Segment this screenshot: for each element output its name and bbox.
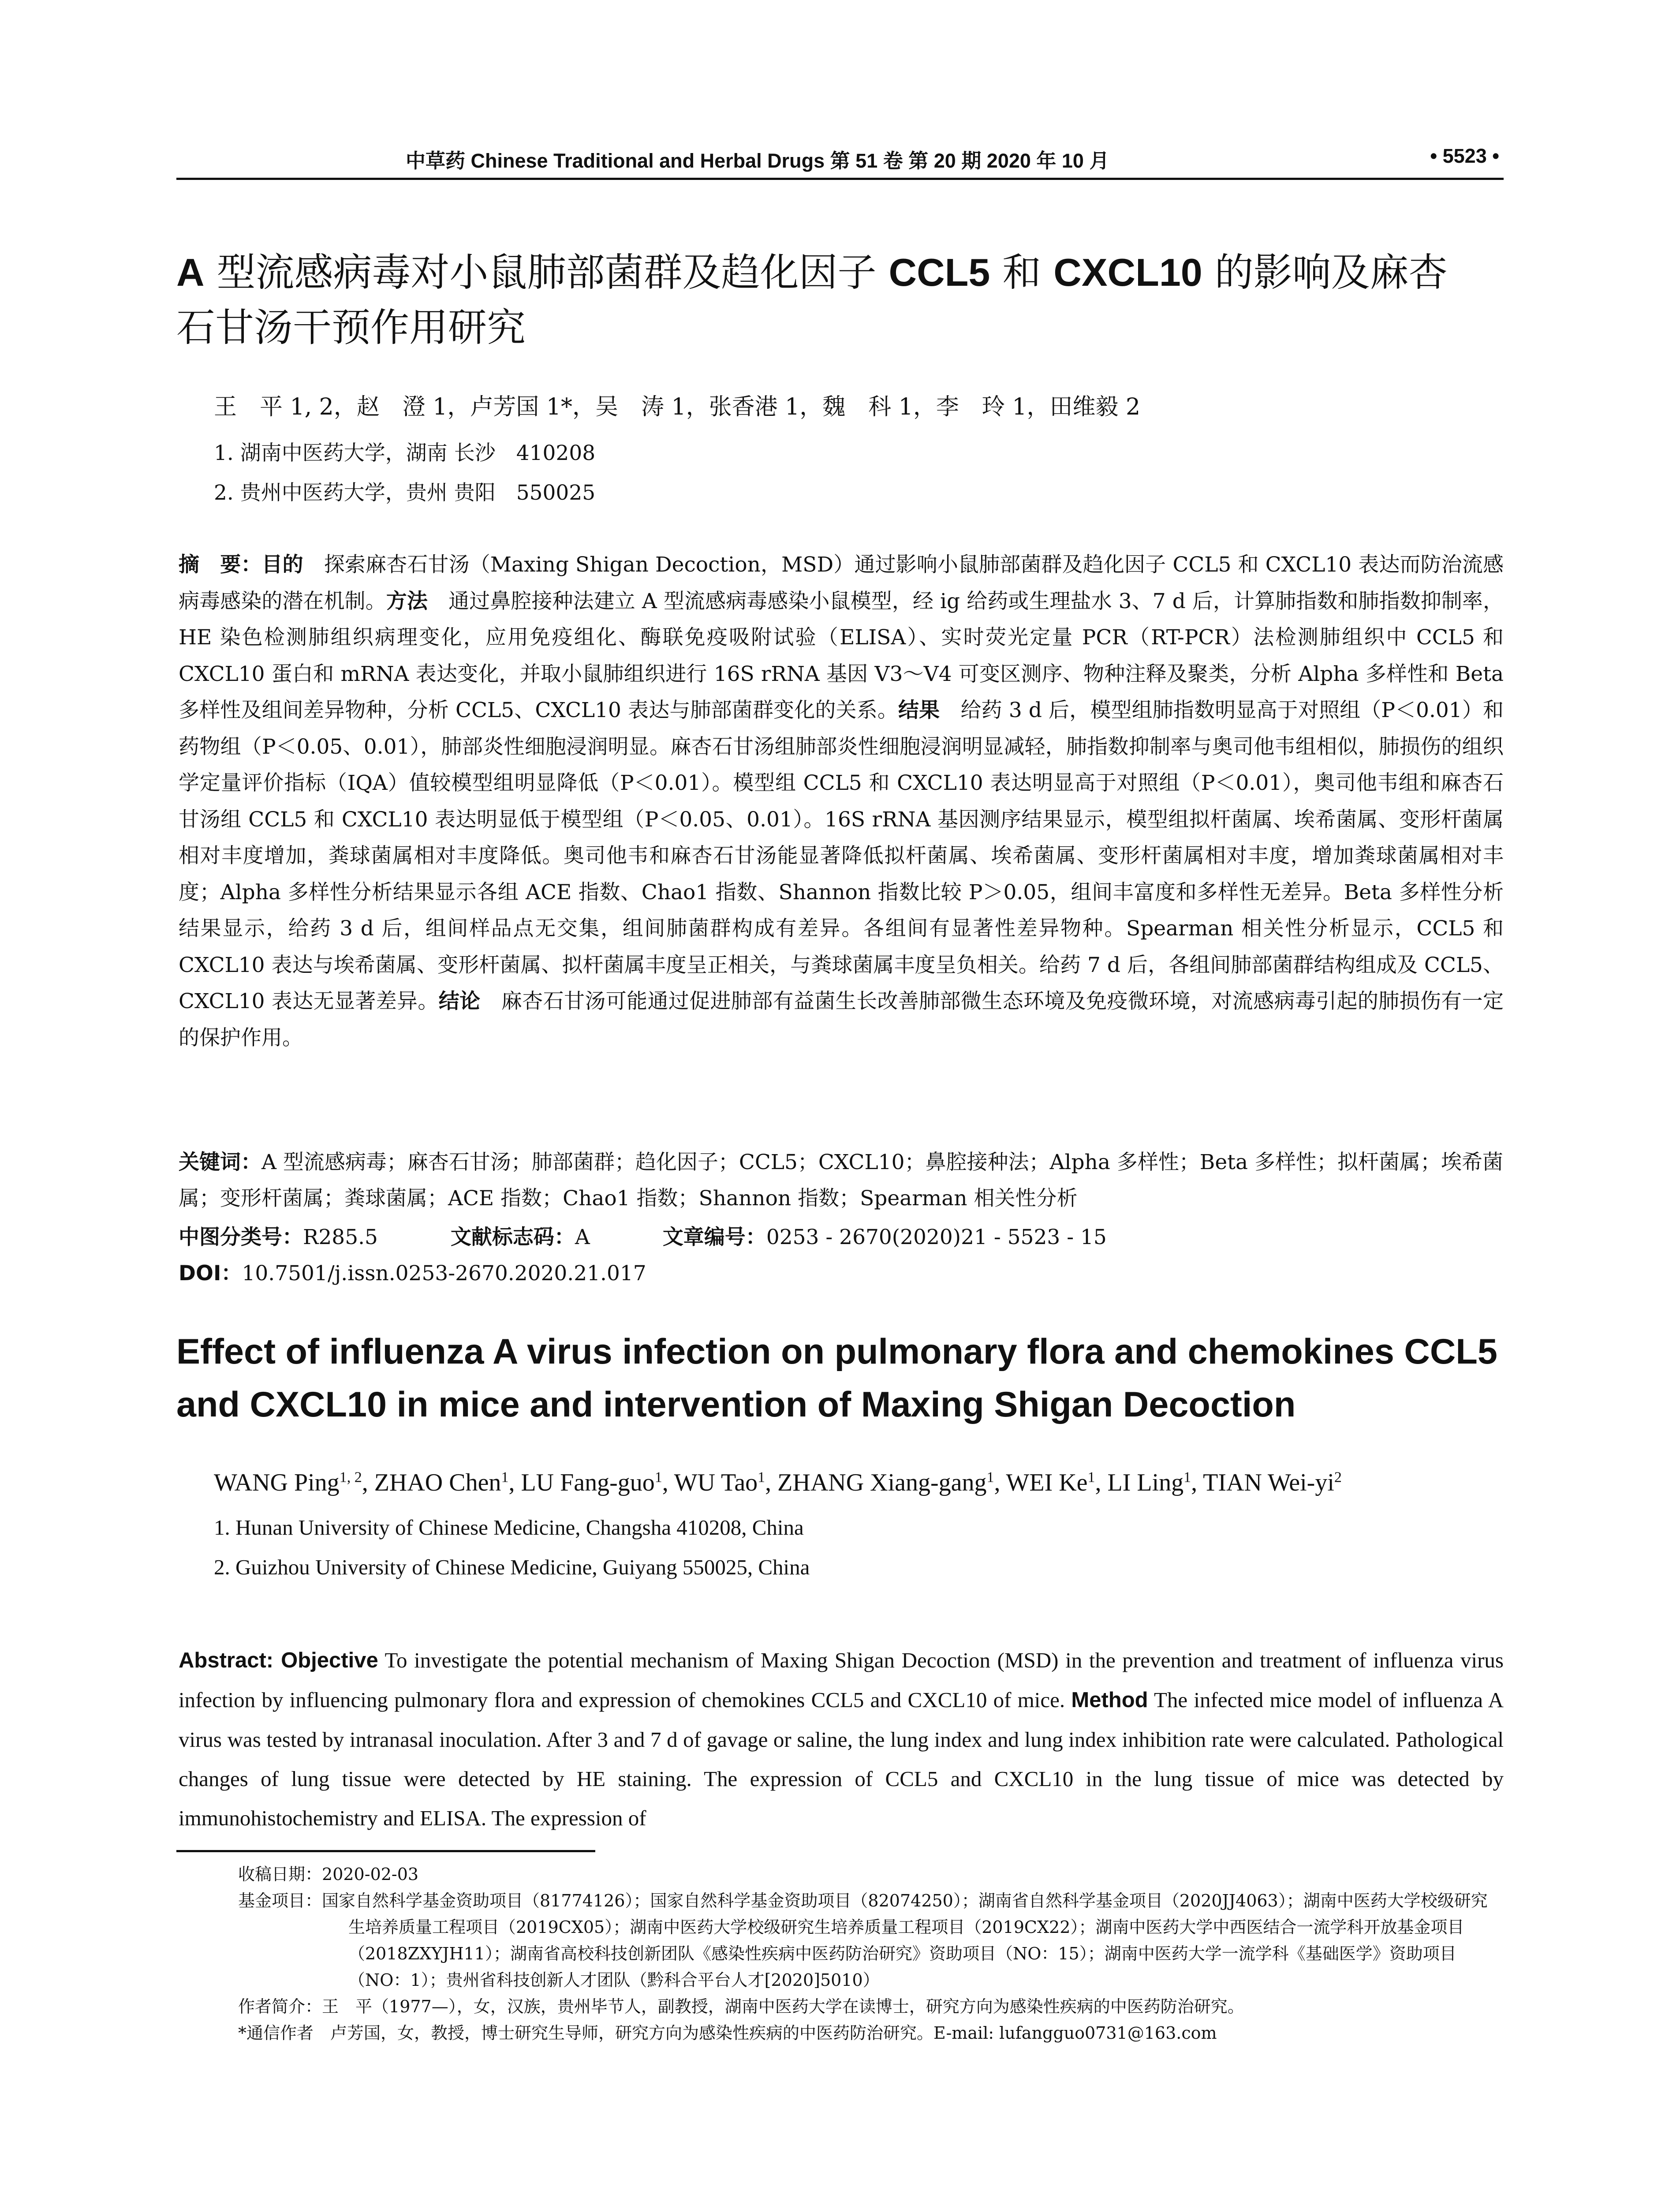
author-en-name: WEI Ke: [1006, 1469, 1088, 1496]
footnote-received: [238, 1861, 1504, 1887]
method-text: 通过鼻腔接种法建立 A 型流感病毒感染小鼠模型，经 ig 给药或生理盐水 3、7 d 后，计算肺指数和肺指数抑制率，HE 染色检测肺组织病理变化，应用免疫组化、酶联免疫吸附试验（ELISA）、实时荧光定量 PCR（RT-PCR）法检测肺组织中 CCL5 和 CXCL10 蛋白和 mRNA 表达变化，并取小鼠肺组织进行 16S rRNA 基因 V3～V4 可变区测序、物种注释及聚类，分析 Alpha 多样性和 Beta 多样性及组间差异物种，分析 CCL5、CXCL10 表达与肺部菌群变化的关系。: [179, 589, 1504, 722]
method-en-label: Method: [1071, 1688, 1148, 1712]
author-en-name: LI Ling: [1107, 1469, 1184, 1496]
conclusion-label: 结论: [438, 989, 481, 1013]
objective-en-text: To investigate the potential mechanism of Maxing Shigan Decoction (MSD) in the prevention and treatment of influenza virus infection by influencing pulmonary flora and expression of chemokines CCL5 and CXCL10 of mice.: [179, 1648, 1504, 1712]
objective-text: 探索麻杏石甘汤（Maxing Shigan Decoction，MSD）通过影响小鼠肺部菌群及趋化因子 CCL5 和 CXCL10 表达而防治流感病毒感染的潜在机制。: [179, 553, 1504, 613]
title-cn-part: CXCL10: [1053, 250, 1202, 294]
author-en-affil-marker: 1: [501, 1469, 509, 1486]
doi-value[interactable]: 10.7501/j.issn.0253-2670.2020.21.017: [242, 1261, 646, 1286]
title-cn-part: 的影响及麻杏: [1202, 250, 1448, 295]
author-en-name: WANG Ping: [214, 1469, 340, 1496]
title-cn-part: 和: [990, 250, 1054, 295]
results-label: 结果: [898, 698, 940, 722]
corresponding-label: *通信作者: [238, 2023, 314, 2043]
affiliation-en-1: 1. Hunan University of Chinese Medicine, Changsha 410208, China: [214, 1515, 804, 1540]
abstract-en-label: Abstract: Objective: [179, 1648, 378, 1672]
doccode-value: A: [575, 1225, 590, 1249]
affiliation-cn-2: 2. 贵州中医药大学，贵州 贵阳 550025: [214, 481, 596, 505]
author-en-name: TIAN Wei-yi: [1203, 1469, 1334, 1496]
authors-chinese: 王 平 1, 2，赵 澄 1，卢芳国 1*，吴 涛 1，张香港 1，魏 科 1，李 玲 1，田维毅 2: [214, 394, 1141, 420]
title-chinese: [176, 245, 1504, 355]
author-en-affil-marker: 1: [1087, 1469, 1095, 1486]
header-rule: [176, 178, 1504, 180]
author-en-affil-marker: 1: [654, 1469, 662, 1486]
page-number: • 5523 •: [1430, 145, 1499, 167]
author-en-affil-marker: 1: [758, 1469, 765, 1486]
fund-value: 国家自然科学基金资助项目（81774126）；国家自然科学基金资助项目（82074250）；湖南省自然科学基金项目（2020JJ4063）；湖南中医药大学校级研究生培养质量工程项目（2019CX05）；湖南中医药大学校级研究生培养质量工程项目（2019CX22）；湖南中医药大学中西医结合一流学科开放基金项目（2018ZXYJH11）；湖南省高校科技创新团队《感染性疾病中医药防治研究》资助项目（NO：15）；湖南中医药大学一流学科《基础医学》资助项目（NO：1）；贵州省科技创新人才团队（黔科合平台人才[2020]5010）: [322, 1891, 1488, 1990]
keywords-chinese: [179, 1144, 1504, 1217]
author-bio-label: 作者简介：: [238, 1997, 322, 2016]
article-metadata: [179, 1219, 1504, 1292]
title-english: [176, 1325, 1504, 1431]
author-en-name: ZHANG Xiang-gang: [777, 1469, 987, 1496]
authors-english: WANG Ping$^{1, 2}$, ZHAO Chen$^1$, LU Fang-guo$^1$, WU Tao$^1$, ZHANG Xiang-gang$^1$, WEI Ke$^1$, LI Ling$^1$, TIAN Wei-$yi^2$: [214, 1469, 1342, 1496]
objective-label: 目的: [261, 553, 303, 577]
title-en-line1: Effect of influenza A virus infection on pulmonary flora and chemokines CCL5: [176, 1332, 1497, 1372]
title-cn-line2: 石甘汤干预作用研究: [176, 305, 526, 350]
title-cn-part: A: [176, 250, 205, 294]
received-value: 2020-02-03: [322, 1865, 419, 1884]
author-en-name: LU Fang-guo: [521, 1469, 655, 1496]
affiliation-en-2: 2. Guizhou University of Chinese Medicine, Guiyang 550025, China: [214, 1555, 810, 1579]
author-en-affil-marker: 1: [1183, 1469, 1191, 1486]
doccode-label: 文献标志码：: [450, 1225, 575, 1249]
keywords-label: 关键词：: [179, 1150, 261, 1174]
author-en-name: WU Tao: [674, 1469, 758, 1496]
method-en-text: The infected mice model of influenza A virus was tested by intranasal inoculation. After 3 and 7 d of gavage or saline, the lung index and lung index inhibition rate were calculated. Pathological changes of lung tissue were detected by HE staining. The expression of CCL5 and CXCL10 in the lung tissue of mice was detected by immunohistochemistry and ELISA. The expression of: [179, 1688, 1504, 1830]
corresponding-value: 卢芳国，女，教授，博士研究生导师，研究方向为感染性疾病的中医药防治研究。E-mail: lufangguo0731@163.com: [314, 2023, 1217, 2043]
affiliation-cn-1: 1. 湖南中医药大学，湖南 长沙 410208: [214, 441, 596, 465]
clc-label: 中图分类号：: [179, 1225, 303, 1249]
footnote-fund: [238, 1887, 1504, 1993]
journal-header: 中草药 Chinese Traditional and Herbal Drugs 第 51 卷 第 20 期 2020 年 10 月: [406, 149, 1109, 172]
abstract-chinese: [179, 547, 1504, 1056]
author-bio-value: 王 平（1977—），女，汉族，贵州毕节人，副教授，湖南中医药大学在读博士，研究方向为感染性疾病的中医药防治研究。: [322, 1997, 1244, 2016]
footnote-corresponding: [238, 2020, 1504, 2046]
results-text: 给药 3 d 后，模型组肺指数明显高于对照组（P＜0.01）和药物组（P＜0.05、0.01），肺部炎性细胞浸润明显。麻杏石甘汤组肺部炎性细胞浸润明显减轻，肺指数抑制率与奥司他韦组相似，肺损伤的组织学定量评价指标（IQA）值较模型组明显降低（P＜0.01）。模型组 CCL5 和 CXCL10 表达明显高于对照组（P＜0.01），奥司他韦组和麻杏石甘汤组 CCL5 和 CXCL10 表达明显低于模型组（P＜0.05、0.01）。16S rRNA 基因测序结果显示，模型组拟杆菌属、埃希菌属、变形杆菌属相对丰度增加，粪球菌属相对丰度降低。奥司他韦和麻杏石甘汤能显著降低拟杆菌属、埃希菌属、变形杆菌属相对丰度，增加粪球菌属相对丰度；Alpha 多样性分析结果显示各组 ACE 指数、Chao1 指数、Shannon 指数比较 P＞0.05，组间丰富度和多样性无差异。Beta 多样性分析结果显示，给药 3 d 后，组间样品点无交集，组间肺菌群构成有差异。各组间有显著性差异物种。Spearman 相关性分析显示，CCL5 和 CXCL10 表达与埃希菌属、变形杆菌属、拟杆菌属丰度呈正相关，与粪球菌属丰度呈负相关。给药 7 d 后，各组间肺部菌群结构组成及 CCL5、CXCL10 表达无显著差异。: [179, 698, 1504, 1013]
footnote-author: [238, 1993, 1504, 2020]
title-cn-part: CCL5: [889, 250, 990, 294]
footnotes: [238, 1861, 1504, 2046]
abstract-english: [179, 1641, 1504, 1838]
clc-value: R285.5: [303, 1225, 378, 1249]
received-label: 收稿日期：: [238, 1865, 322, 1884]
author-en-affil-marker: 1: [986, 1469, 994, 1486]
abstract-label: 摘 要：: [179, 553, 262, 577]
conclusion-text: 麻杏石甘汤可能通过促进肺部有益菌生长改善肺部微生态环境及免疫微环境，对流感病毒引起的肺损伤有一定的保护作用。: [179, 989, 1504, 1050]
author-en-affil-marker: 1, 2: [339, 1469, 362, 1486]
title-en-line2: and CXCL10 in mice and intervention of Maxing Shigan Decoction: [176, 1385, 1296, 1424]
title-cn-part: 型流感病毒对小鼠肺部菌群及趋化因子: [204, 250, 889, 295]
article-number-value: 0253 - 2670(2020)21 - 5523 - 15: [766, 1225, 1107, 1249]
running-header: [176, 140, 1499, 176]
method-label: 方法: [386, 589, 428, 613]
article-number-label: 文章编号：: [662, 1225, 766, 1249]
fund-label: 基金项目：: [238, 1891, 322, 1910]
author-en-affil-marker: 2: [1334, 1469, 1342, 1486]
footnote-rule: [176, 1850, 595, 1852]
doi-label: DOI：: [179, 1261, 242, 1286]
author-en-name: ZHAO Chen: [374, 1469, 501, 1496]
keywords-text: A 型流感病毒；麻杏石甘汤；肺部菌群；趋化因子；CCL5；CXCL10；鼻腔接种法；Alpha 多样性；Beta 多样性；拟杆菌属；埃希菌属；变形杆菌属；粪球菌属；ACE 指数；Chao1 指数；Shannon 指数；Spearman 相关性分析: [179, 1150, 1503, 1211]
